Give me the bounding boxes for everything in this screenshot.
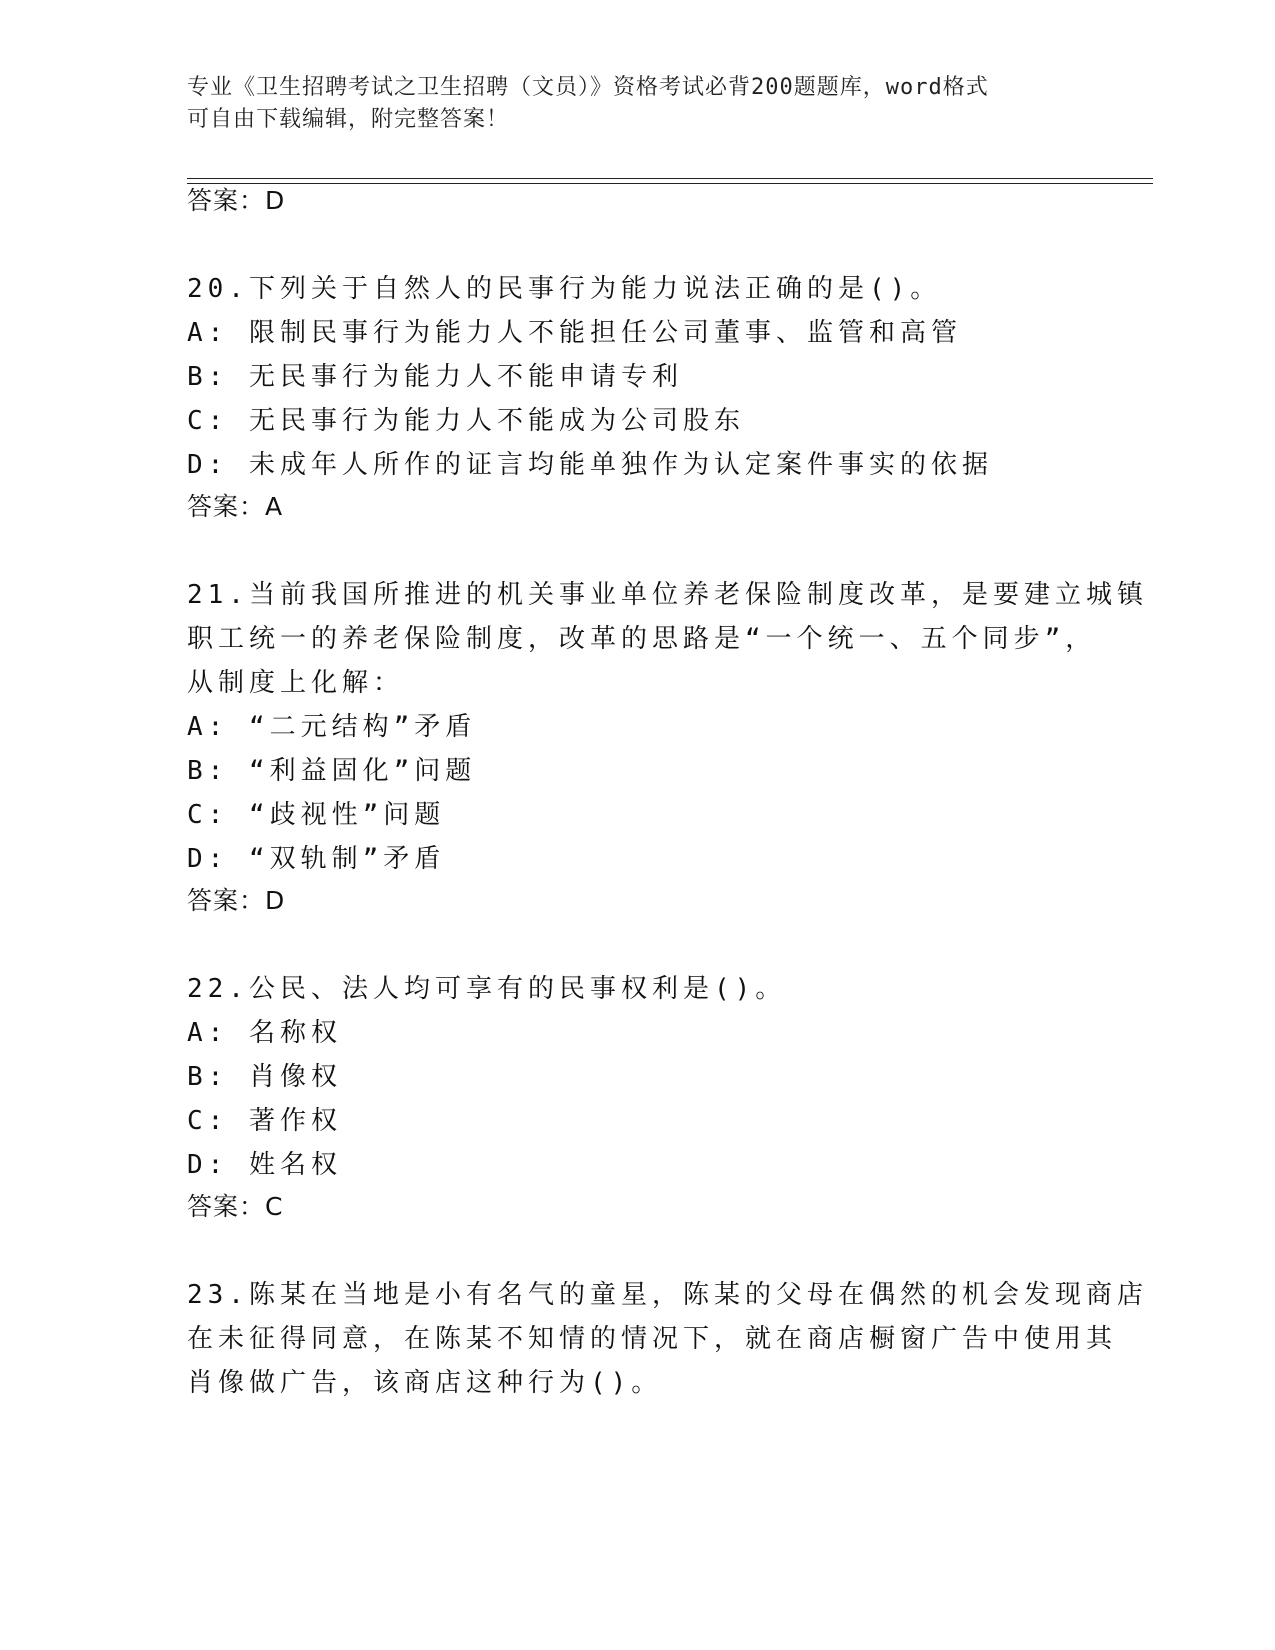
q21-question-line-2: 职工统一的养老保险制度，改革的思路是“一个统一、五个同步”， (187, 624, 1097, 654)
q20-question: 20.下列关于自然人的民事行为能力说法正确的是()。 (187, 274, 942, 304)
q22-question: 22.公民、法人均可享有的民事权利是()。 (187, 974, 787, 1004)
header-line-2: 可自由下载编辑，附完整答案！ (187, 107, 510, 132)
q23-question-line-1: 23.陈某在当地是小有名气的童星，陈某的父母在偶然的机会发现商店 (187, 1280, 1148, 1310)
q20-option-b: B: 无民事行为能力人不能申请专利 (187, 362, 683, 392)
q20-option-d: D: 未成年人所作的证言均能单独作为认定案件事实的依据 (187, 450, 993, 480)
q21-answer: 答案：D (187, 886, 286, 915)
q22-option-c: C: 著作权 (187, 1106, 342, 1136)
q20-option-c: C: 无民事行为能力人不能成为公司股东 (187, 406, 745, 436)
q21-option-a: A: “二元结构”矛盾 (187, 712, 477, 742)
q23-question-line-3: 肖像做广告，该商店这种行为()。 (187, 1368, 663, 1398)
q20-option-a: A: 限制民事行为能力人不能担任公司董事、监管和高管 (187, 318, 962, 348)
header-line-1: 专业《卫生招聘考试之卫生招聘（文员）》资格考试必背200题题库，word格式 (187, 75, 989, 100)
q21-option-b: B: “利益固化”问题 (187, 756, 477, 786)
q21-question-line-3: 从制度上化解： (187, 668, 405, 698)
q20-answer: 答案：A (187, 492, 284, 521)
document-header (187, 72, 1087, 136)
header-divider-bottom (187, 183, 1153, 184)
header-divider-top (187, 178, 1153, 179)
q23-question-line-2: 在未征得同意，在陈某不知情的情况下，就在商店橱窗广告中使用其 (187, 1324, 1118, 1354)
q22-option-a: A: 名称权 (187, 1018, 342, 1048)
q22-option-b: B: 肖像权 (187, 1062, 342, 1092)
q21-option-d: D: “双轨制”矛盾 (187, 844, 446, 874)
q22-answer: 答案：C (187, 1192, 284, 1221)
q21-question-line-1: 21.当前我国所推进的机关事业单位养老保险制度改革，是要建立城镇 (187, 580, 1148, 610)
q21-option-c: C: “歧视性”问题 (187, 800, 446, 830)
previous-answer: 答案：D (187, 186, 286, 215)
q22-option-d: D: 姓名权 (187, 1150, 342, 1180)
